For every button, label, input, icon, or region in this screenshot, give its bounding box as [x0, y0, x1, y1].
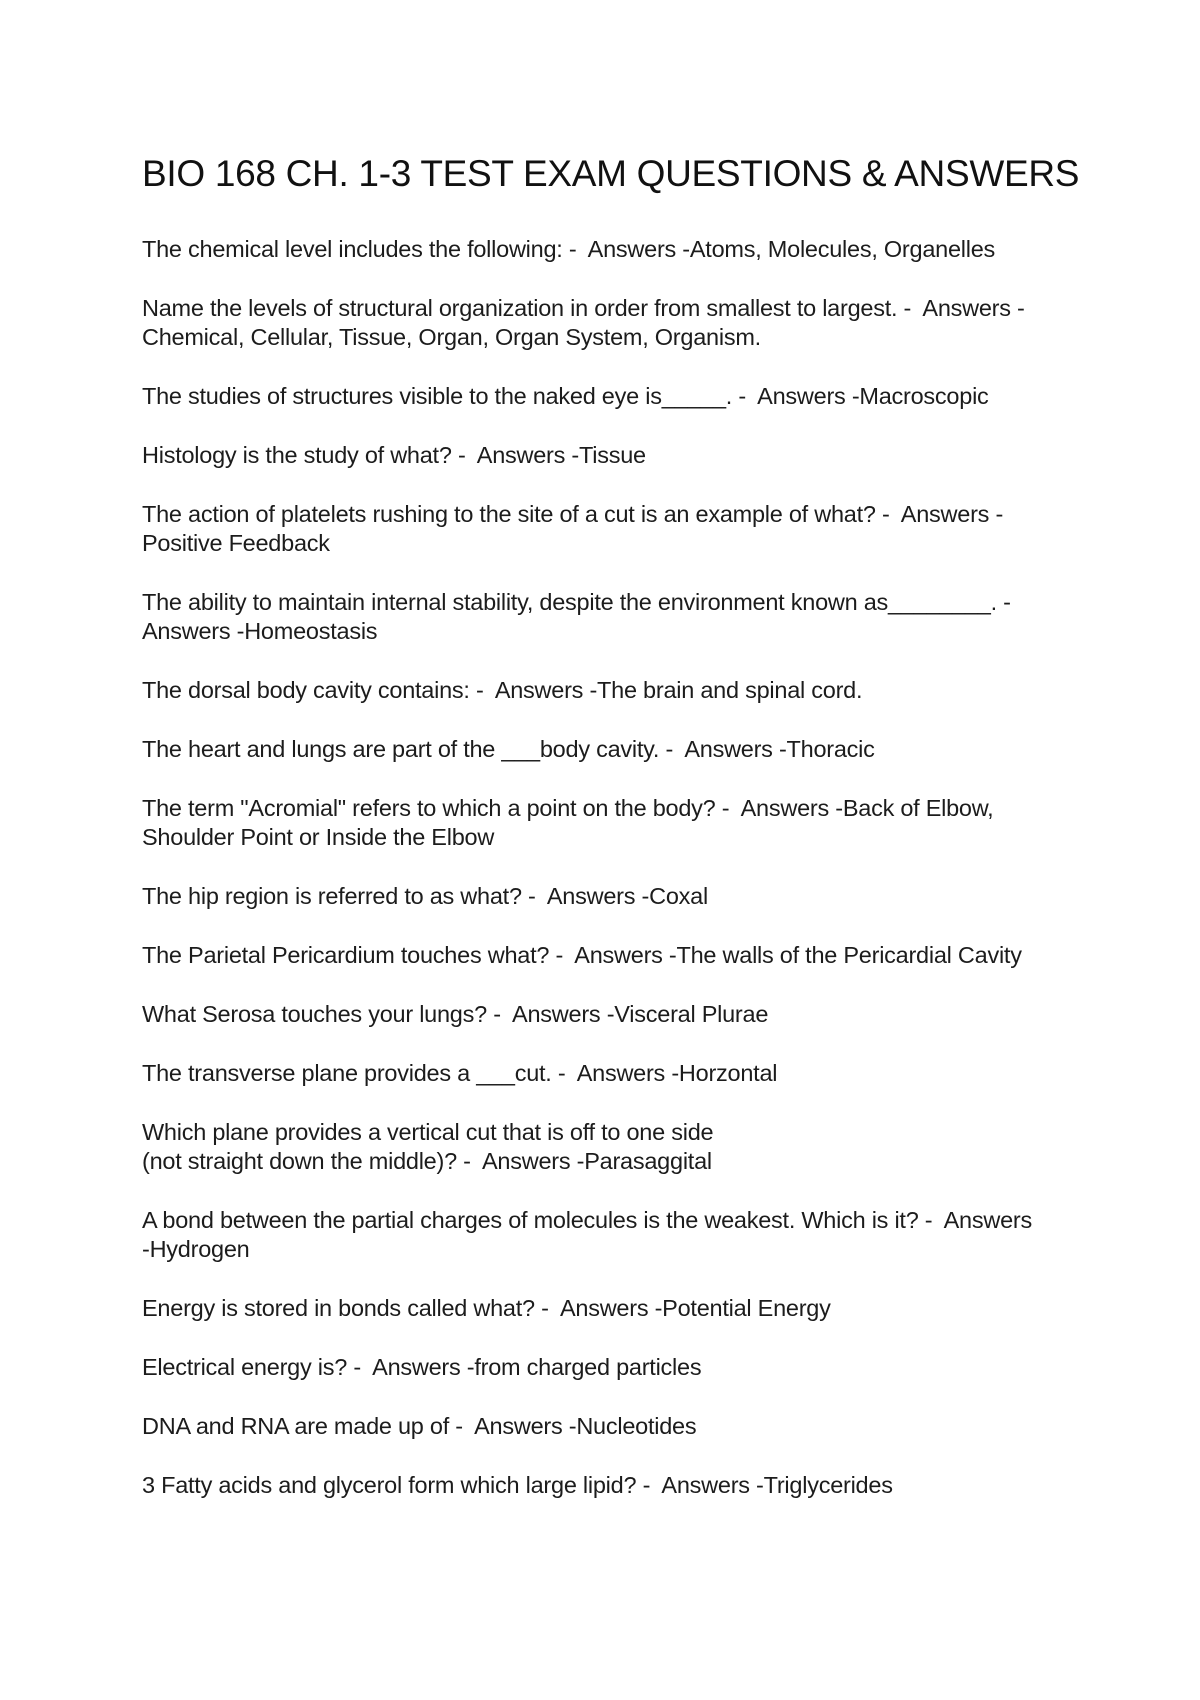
qa-list — [142, 235, 1080, 1500]
qa-item: The dorsal body cavity contains: - Answers -The brain and spinal cord. — [142, 677, 863, 703]
qa-item: The heart and lungs are part of the ___body cavity. - Answers -Thoracic — [142, 736, 875, 762]
qa-item: Histology is the study of what? - Answers -Tissue — [142, 442, 646, 468]
qa-item: The hip region is referred to as what? - Answers -Coxal — [142, 883, 708, 909]
qa-item: The action of platelets rushing to the site of a cut is an example of what? - Answers - Positive Feedback — [142, 501, 1004, 556]
qa-item: The term "Acromial" refers to which a point on the body? - Answers -Back of Elbow, Shoulder Point or Inside the Elbow — [142, 795, 994, 850]
qa-item: 3 Fatty acids and glycerol form which large lipid? - Answers -Triglycerides — [142, 1472, 893, 1498]
qa-item: Energy is stored in bonds called what? - Answers -Potential Energy — [142, 1295, 831, 1321]
qa-item: A bond between the partial charges of molecules is the weakest. Which is it? - Answers -Hydrogen — [142, 1207, 1032, 1262]
qa-item: Name the levels of structural organization in order from smallest to largest. - Answers - Chemical, Cellular, Tissue, Organ, Organ System, Organism. — [142, 295, 1025, 350]
qa-item: DNA and RNA are made up of - Answers -Nucleotides — [142, 1413, 697, 1439]
document-title: BIO 168 CH. 1-3 TEST EXAM QUESTIONS & ANSWERS — [142, 153, 1080, 194]
qa-item: The transverse plane provides a ___cut. - Answers -Horzontal — [142, 1060, 778, 1086]
qa-item: The Parietal Pericardium touches what? - Answers -The walls of the Pericardial Cavity — [142, 942, 1022, 968]
qa-item: Electrical energy is? - Answers -from charged particles — [142, 1354, 702, 1380]
qa-item: The ability to maintain internal stability, despite the environment known as________. - Answers -Homeostasis — [142, 589, 1011, 644]
qa-item: The chemical level includes the following: - Answers -Atoms, Molecules, Organelles — [142, 236, 996, 262]
qa-item: Which plane provides a vertical cut that is off to one side (not straight down the middle)? - Answers -Parasaggital — [142, 1119, 714, 1174]
qa-item: The studies of structures visible to the naked eye is_____. - Answers -Macroscopic — [142, 383, 989, 409]
qa-item: What Serosa touches your lungs? - Answers -Visceral Plurae — [142, 1001, 769, 1027]
